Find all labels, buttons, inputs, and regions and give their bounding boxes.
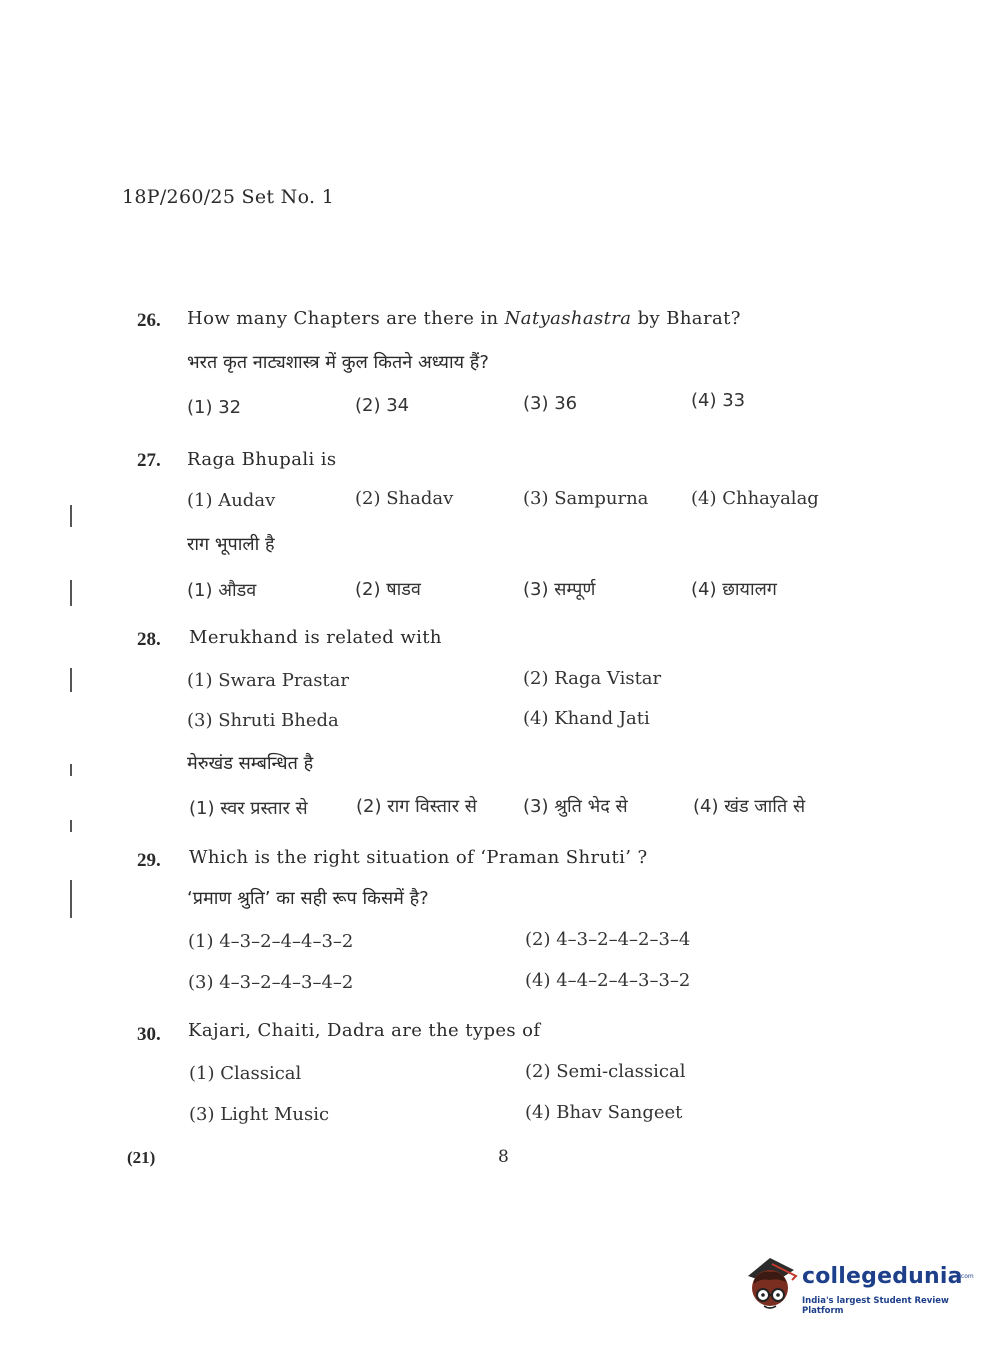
logo-wordmark: collegedunia xyxy=(802,1264,963,1289)
hindi-option-4: (4) छायालग xyxy=(691,579,777,600)
option-3: (3) Sampurna xyxy=(523,488,649,509)
question-text-hindi: भरत कृत नाट्यशास्त्र में कुल कितने अध्याय हैं? xyxy=(187,352,489,373)
question-number: 28. xyxy=(137,629,161,650)
margin-mark xyxy=(70,764,72,776)
question-text: Merukhand is related with xyxy=(189,627,442,648)
hindi-option-2: (2) राग विस्तार से xyxy=(356,796,477,817)
question-number: 26. xyxy=(137,310,161,331)
collegedunia-logo[interactable] xyxy=(742,1250,972,1320)
option-4: (4) 33 xyxy=(691,390,746,411)
option-2: (2) Semi-classical xyxy=(525,1061,686,1082)
option-4: (4) Bhav Sangeet xyxy=(525,1102,683,1123)
question-number: 27. xyxy=(137,450,161,471)
mascot-icon xyxy=(742,1250,802,1320)
logo-tagline: India's largest Student Review Platform xyxy=(802,1296,949,1316)
option-1: (1) Classical xyxy=(189,1063,302,1084)
option-1: (1) 4–3–2–4–4–3–2 xyxy=(188,931,354,952)
footer-code: (21) xyxy=(127,1148,156,1167)
question-number: 30. xyxy=(137,1024,161,1045)
hindi-option-1: (1) औडव xyxy=(187,580,257,601)
hindi-option-4: (4) खंड जाति से xyxy=(693,796,806,817)
option-1: (1) 32 xyxy=(187,397,242,418)
option-2: (2) Raga Vistar xyxy=(523,668,662,689)
paper-code: 18P/260/25 Set No. 1 xyxy=(122,186,335,208)
question-text-hindi: राग भूपाली है xyxy=(187,534,275,555)
margin-mark xyxy=(70,820,72,832)
option-4: (4) Chhayalag xyxy=(691,488,819,509)
hindi-option-2: (2) षाडव xyxy=(355,579,421,600)
option-1: (1) Audav xyxy=(187,490,276,511)
question-text: How many Chapters are there in Natyashastra by Bharat? xyxy=(187,308,741,329)
option-1: (1) Swara Prastar xyxy=(187,670,349,691)
option-2: (2) 34 xyxy=(355,395,410,416)
margin-mark xyxy=(70,880,72,918)
option-3: (3) 4–3–2–4–3–4–2 xyxy=(188,972,354,993)
margin-mark xyxy=(70,668,72,692)
option-3: (3) 36 xyxy=(523,393,578,414)
question-number: 29. xyxy=(137,850,161,871)
logo-suffix: .com xyxy=(959,1273,974,1280)
option-3: (3) Light Music xyxy=(189,1104,330,1125)
hindi-option-3: (3) श्रुति भेद से xyxy=(523,796,628,817)
question-text-hindi: मेरुखंड सम्बन्धित है xyxy=(187,753,314,774)
margin-mark xyxy=(70,580,72,606)
option-4: (4) Khand Jati xyxy=(523,708,650,729)
question-text: Raga Bhupali is xyxy=(187,449,337,470)
question-text: Which is the right situation of ‘Praman Shruti’ ? xyxy=(189,847,648,868)
option-2: (2) 4–3–2–4–2–3–4 xyxy=(525,929,691,950)
question-text-hindi: ‘प्रमाण श्रुति’ का सही रूप किसमें है? xyxy=(187,888,429,909)
margin-mark xyxy=(70,505,72,527)
option-4: (4) 4–4–2–4–3–3–2 xyxy=(525,970,691,991)
page-number: 8 xyxy=(498,1147,509,1167)
question-text: Kajari, Chaiti, Dadra are the types of xyxy=(188,1020,541,1041)
option-3: (3) Shruti Bheda xyxy=(187,710,339,731)
hindi-option-3: (3) सम्पूर्ण xyxy=(523,579,596,600)
option-2: (2) Shadav xyxy=(355,488,454,509)
hindi-option-1: (1) स्वर प्रस्तार से xyxy=(189,798,308,819)
